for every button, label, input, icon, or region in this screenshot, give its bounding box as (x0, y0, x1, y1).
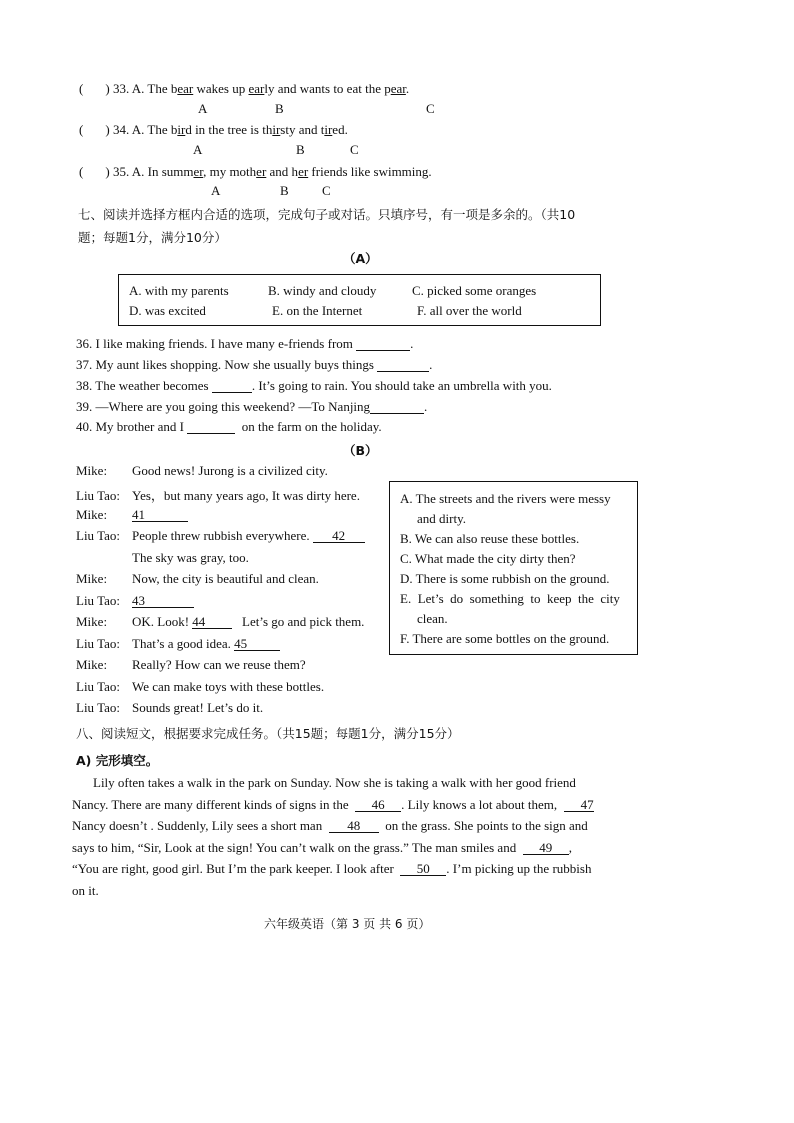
option-b-b: B. We can also reuse these bottles. (400, 531, 580, 546)
underlined-letters: er (256, 164, 267, 179)
dialogue-line (76, 507, 188, 523)
answer-blank-43[interactable] (132, 594, 194, 608)
question-37 (76, 357, 432, 373)
speaker: Liu Tao: (76, 679, 120, 694)
section-7-title-cont: 题；每题1分，满分10分） (78, 230, 227, 245)
passage-text: Lily often takes a walk in the park on Sunday. Now she is taking a walk with her good friend (93, 775, 576, 790)
question-text: 39. —Where are you going this weekend? —To Nanjing (76, 399, 371, 414)
paren-close: ) (105, 164, 110, 179)
paren-open: ( (79, 122, 84, 137)
question-text: 37. My aunt likes shopping. Now she usually buys things (76, 357, 374, 372)
blank-number: 43 (132, 593, 145, 608)
speaker: Mike: (76, 614, 108, 629)
option-b-e: E. Let’s do something to keep the city (400, 591, 620, 606)
sentence-part: . (405, 81, 410, 96)
sentence-part: A. In summ (131, 164, 194, 179)
answer-blank-42[interactable] (313, 529, 365, 543)
question-text: 40. My brother and I (76, 419, 184, 434)
option-label-a: A (211, 183, 221, 198)
answer-blank-50[interactable] (400, 862, 446, 876)
underlined-letters: er (193, 164, 204, 179)
option-f: F. all over the world (417, 303, 522, 318)
passage-text: on it. (72, 883, 99, 898)
answer-blank[interactable] (377, 358, 429, 372)
option-b-a: A. The streets and the rivers were messy (400, 491, 611, 506)
option-e: E. on the Internet (272, 303, 363, 318)
option-label-b: B (296, 142, 305, 157)
option-b-c: C. What made the city dirty then? (400, 551, 576, 566)
question-end: . (424, 399, 428, 414)
answer-blank[interactable] (212, 379, 252, 393)
underlined-letters: ear (177, 81, 194, 96)
dialogue-line (76, 485, 360, 504)
dialogue-line (76, 571, 319, 587)
blank-number: 44 (192, 614, 206, 629)
answer-blank[interactable] (370, 400, 424, 414)
speaker: Liu Tao: (76, 488, 120, 503)
answer-blank[interactable] (187, 420, 235, 434)
question-number: 35. (112, 164, 130, 179)
answer-blank-41[interactable] (132, 508, 188, 522)
dialogue-line (76, 636, 280, 652)
passage-line (72, 883, 99, 899)
question-36 (76, 336, 413, 352)
passage-line (72, 818, 588, 834)
underlined-letters: ir (272, 122, 281, 137)
option-label-a: A (198, 101, 208, 116)
passage-text: . Lily knows a lot about them, (401, 797, 558, 812)
underlined-letters: ir (177, 122, 186, 137)
blank-number: 50 (416, 861, 430, 876)
option-b: B. windy and cloudy (268, 283, 377, 298)
sentence-part: A. The b (131, 81, 178, 96)
question-number: 34. (112, 122, 130, 137)
section-7-title: 七、阅读并选择方框内合适的选项，完成句子或对话。只填序号，有一项是多余的。（共10 (78, 207, 576, 222)
paren-open: ( (79, 164, 84, 179)
passage-line (72, 840, 572, 856)
dialogue-line (76, 550, 249, 566)
speaker: Liu Tao: (76, 636, 120, 651)
dialogue-text: People threw rubbish everywhere. (132, 528, 310, 543)
option-label-a: A (193, 142, 203, 157)
option-label-b: B (280, 183, 289, 198)
question-38 (76, 378, 552, 394)
question-text: on the farm on the holiday. (241, 419, 382, 434)
answer-blank-48[interactable] (329, 819, 379, 833)
option-b-d: D. There is some rubbish on the ground. (400, 571, 610, 586)
passage-text: Nancy doesn’t . Suddenly, Lily sees a short man (72, 818, 323, 833)
question-39 (76, 399, 427, 415)
blank-number: 41 (132, 507, 145, 522)
option-c: C. picked some oranges (412, 283, 537, 298)
part-b-label: （B） (343, 443, 378, 458)
speaker: Mike: (76, 463, 108, 478)
underlined-letters: ear (248, 81, 265, 96)
q35-line (79, 164, 432, 180)
answer-blank-45[interactable] (234, 637, 280, 651)
dialogue-text: The sky was gray, too. (132, 550, 249, 565)
dialogue-line (76, 528, 365, 544)
dialogue-text: Yes，but many years ago, It was dirty here. (132, 488, 360, 503)
passage-text: says to him, “Sir, Look at the sign! You can’t walk on the grass.” The man smiles and (72, 840, 517, 855)
paren-close: ) (105, 81, 110, 96)
option-label-c: C (350, 142, 359, 157)
blank-number: 46 (371, 797, 385, 812)
dialogue-text: We can make toys with these bottles. (132, 679, 325, 694)
sentence-part: and h (266, 164, 299, 179)
dialogue-text: Let’s go and pick them. (242, 614, 365, 629)
dialogue-text: That’s a good idea. (132, 636, 231, 651)
sentence-part: sty and t (280, 122, 325, 137)
sentence-part: ly and wants to eat the p (264, 81, 391, 96)
question-text: 36. I like making friends. I have many e-friends from (76, 336, 353, 351)
answer-blank-44[interactable] (192, 615, 232, 629)
speaker: Mike: (76, 657, 108, 672)
answer-blank-47[interactable] (564, 798, 594, 812)
dialogue-line (76, 700, 263, 716)
section-8-subtitle: A) 完形填空。 (76, 753, 159, 768)
passage-text: “You are right, good girl. But I’m the park keeper. I look after (72, 861, 394, 876)
q34-line (79, 122, 348, 138)
underlined-letters: er (298, 164, 309, 179)
blank-number: 45 (234, 636, 248, 651)
section-8-title: 八、阅读短文，根据要求完成任务。（共15题；每题1分，满分15分） (76, 726, 460, 741)
speaker: Liu Tao: (76, 700, 120, 715)
underlined-letters: ir (324, 122, 333, 137)
dialogue-line (76, 614, 364, 630)
speaker: Mike: (76, 507, 108, 522)
options-box-b (389, 481, 638, 655)
option-label-c: C (322, 183, 331, 198)
passage-line (72, 797, 594, 813)
question-end: . (410, 336, 414, 351)
sentence-part: d in the tree is th (185, 122, 273, 137)
dialogue-line (76, 463, 328, 479)
blank-number: 42 (332, 528, 346, 543)
sentence-part: ed. (332, 122, 348, 137)
answer-blank[interactable] (356, 337, 410, 351)
dialogue-line (76, 679, 324, 695)
dialogue-text: Now, the city is beautiful and clean. (132, 571, 319, 586)
page-footer: 六年级英语（第 3 页 共 6 页） (264, 917, 431, 931)
passage-text: on the grass. She points to the sign and (385, 818, 588, 833)
speaker: Mike: (76, 571, 108, 586)
dialogue-line (76, 657, 306, 673)
dialogue-text: Sounds great! Let’s do it. (132, 700, 264, 715)
sentence-part: friends like swimming. (308, 164, 432, 179)
passage-line (72, 861, 591, 877)
dialogue-text: OK. Look! (132, 614, 190, 629)
question-number: 33. (112, 81, 130, 96)
blank-number: 47 (580, 797, 594, 812)
paren-close: ) (105, 122, 110, 137)
option-b-a-cont: and dirty. (417, 511, 466, 526)
blank-number: 49 (539, 840, 553, 855)
option-b-f: F. There are some bottles on the ground. (400, 631, 610, 646)
passage-line (93, 775, 576, 791)
q33-line (79, 81, 409, 97)
question-text: 38. The weather becomes (76, 378, 209, 393)
sentence-part: wakes up (193, 81, 249, 96)
blank-number: 48 (347, 818, 361, 833)
option-a: A. with my parents (129, 283, 229, 298)
dialogue-text: Good news! Jurong is a civilized city. (132, 463, 328, 478)
answer-blank-49[interactable] (523, 841, 569, 855)
answer-blank-46[interactable] (355, 798, 401, 812)
question-end: . (429, 357, 433, 372)
passage-text: Nancy. There are many different kinds of signs in the (72, 797, 349, 812)
speaker: Liu Tao: (76, 528, 120, 543)
question-40 (76, 419, 382, 435)
question-text: . It’s going to rain. You should take an umbrella with you. (251, 378, 552, 393)
paren-open: ( (79, 81, 84, 96)
sentence-part: , my moth (203, 164, 257, 179)
speaker: Liu Tao: (76, 593, 120, 608)
part-a-label: （A） (343, 251, 378, 266)
option-label-b: B (275, 101, 284, 116)
dialogue-text: Really? How can we reuse them? (132, 657, 306, 672)
dialogue-line (76, 593, 194, 609)
passage-text: . I’m picking up the rubbish (446, 861, 592, 876)
option-label-c: C (426, 101, 435, 116)
sentence-part: A. The b (131, 122, 178, 137)
underlined-letters: ear (390, 81, 406, 96)
option-b-e-cont: clean. (417, 611, 448, 626)
option-d: D. was excited (129, 303, 206, 318)
passage-text: , (568, 840, 572, 855)
